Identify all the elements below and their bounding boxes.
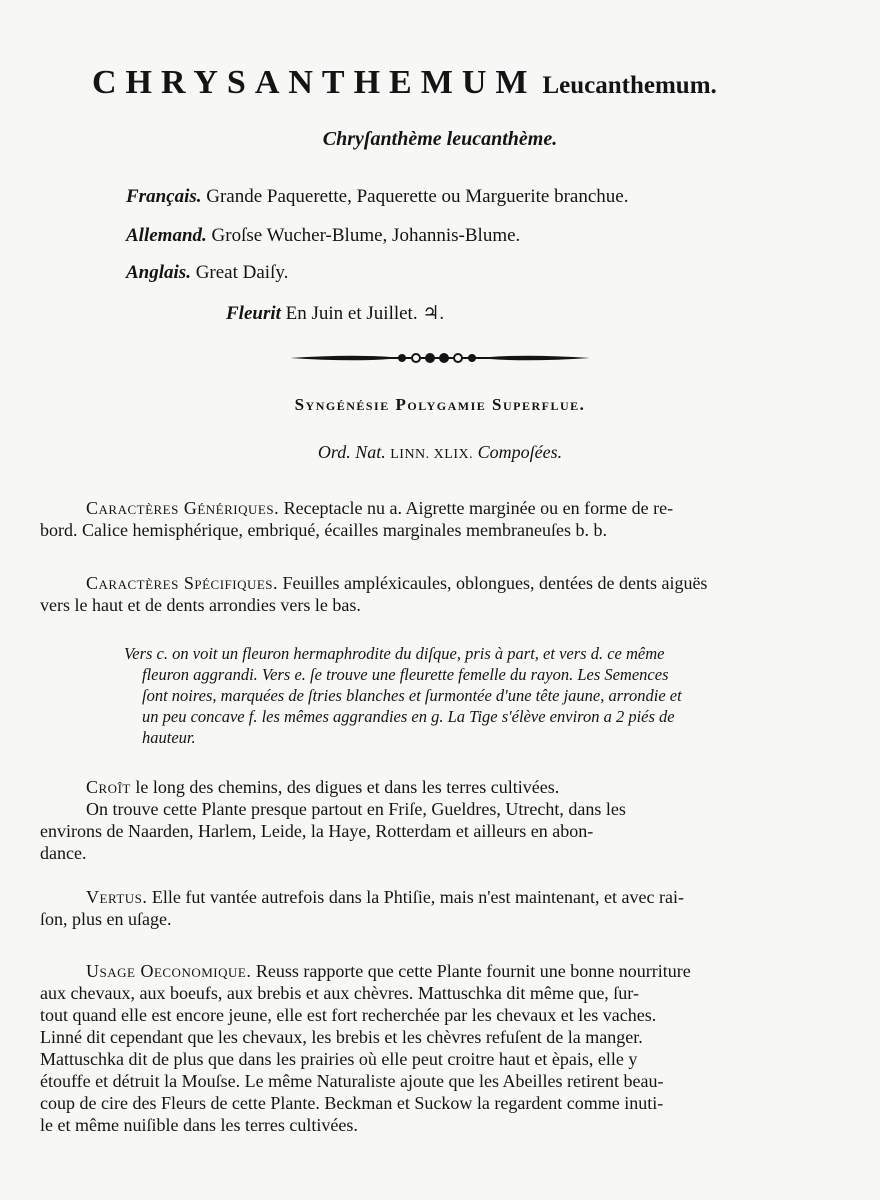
section-label: Vertus.	[86, 887, 148, 907]
classification: Syngénésie Polygamie Superflue.	[294, 395, 586, 414]
usage-paragraph	[40, 960, 846, 1136]
paragraph-line: tout quand elle est encore jeune, elle est fort recherchée par les chevaux et les vaches.	[40, 1005, 657, 1025]
paragraph-line: bord. Calice hemisphérique, embriqué, écailles marginales membraneuſes b. b.	[40, 520, 607, 540]
paragraph-line: Reuss rapporte que cette Plante fournit une bonne nourriture	[255, 961, 691, 981]
section-label: Usage Oeconomique.	[86, 961, 252, 981]
paragraph-line: Receptacle nu a. Aigrette marginée ou en forme de re-	[283, 498, 674, 518]
note-line: hauteur.	[142, 728, 196, 747]
paragraph-line: aux chevaux, aux boeufs, aux brebis et aux chèvres. Mattuschka dit même que, ſur-	[40, 983, 639, 1003]
section-label: Caractères Spécifiques.	[86, 573, 279, 593]
language-label: Anglais.	[126, 262, 191, 283]
paragraph-line: Feuilles ampléxicaules, oblongues, dentées de dents aiguës	[282, 573, 708, 593]
paragraph-line: environs de Naarden, Harlem, Leide, la Haye, Rotterdam et ailleurs en abon-	[40, 821, 594, 841]
ornament-divider	[290, 348, 590, 368]
paragraph-line: dance.	[40, 843, 87, 863]
flowering-text: En Juin et Juillet. ♃.	[285, 303, 445, 324]
paragraph-line: le et même nuiſible dans les terres cultivées.	[40, 1115, 358, 1135]
common-name-text: Grande Paquerette, Paquerette ou Marguerite branchue.	[206, 186, 629, 207]
flowering-time	[226, 302, 444, 325]
french-binomial: Chryſanthème leucanthème.	[322, 128, 558, 150]
plate-note	[124, 643, 850, 748]
order-family: Compoſées.	[477, 442, 563, 462]
paragraph-line: Mattuschka dit de plus que dans les prairies où elle peut croitre haut et èpais, elle y	[40, 1049, 638, 1069]
language-label: Français.	[126, 186, 202, 207]
common-name-german	[126, 225, 520, 247]
paragraph-line: le long des chemins, des digues et dans les terres cultivées.	[135, 777, 560, 797]
paragraph-line: Elle fut vantée autrefois dans la Phtiſie, mais n'est maintenant, et avec rai-	[151, 887, 684, 907]
section-label: Caractères Génériques.	[86, 498, 280, 518]
species-name: Leucanthemum.	[542, 72, 717, 99]
page-title	[92, 64, 717, 102]
specific-characters	[40, 572, 846, 616]
common-name-french	[126, 186, 628, 208]
genus-name: CHRYSANTHEMUM	[92, 64, 537, 101]
paragraph-line: ſon, plus en uſage.	[40, 909, 172, 929]
virtues-paragraph	[40, 886, 846, 930]
common-name-english	[126, 262, 288, 284]
common-name-text: Great Daiſy.	[195, 262, 289, 283]
note-line: fleuron aggrandi. Vers e. ſe trouve une fleurette femelle du rayon. Les Semences	[142, 665, 669, 684]
common-name-text: Groſse Wucher-Blume, Johannis-Blume.	[211, 225, 521, 246]
note-line: un peu concave f. les mêmes aggrandies en g. La Tige s'élève environ a 2 piés de	[142, 707, 675, 726]
note-line: ſont noires, marquées de ſtries blanches et ſurmontée d'une tête jaune, arrondie et	[142, 686, 682, 705]
paragraph-line: vers le haut et de dents arrondies vers le bas.	[40, 595, 361, 615]
flowering-label: Fleurit	[226, 303, 281, 324]
section-label: Croît	[86, 777, 131, 797]
language-label: Allemand.	[126, 225, 207, 246]
natural-order	[0, 442, 880, 463]
note-line: Vers c. on voit un fleuron hermaphrodite du diſque, pris à part, et vers d. ce même	[124, 644, 665, 663]
order-prefix: Ord. Nat.	[317, 442, 386, 462]
paragraph-line: coup de cire des Fleurs de cette Plante. Beckman et Suckow la regardent comme inuti-	[40, 1093, 664, 1113]
paragraph-line: Linné dit cependant que les chevaux, les brebis et les chèvres refuſent de la manger.	[40, 1027, 643, 1047]
paragraph-line: étouffe et détruit la Mouſse. Le même Naturaliste ajoute que les Abeilles retirent beau-	[40, 1071, 664, 1091]
order-linnaeus: LINN. XLIX.	[390, 447, 474, 462]
paragraph-line: On trouve cette Plante presque partout en Friſe, Gueldres, Utrecht, dans les	[86, 799, 626, 819]
habitat-paragraph	[40, 776, 846, 864]
generic-characters	[40, 497, 846, 541]
